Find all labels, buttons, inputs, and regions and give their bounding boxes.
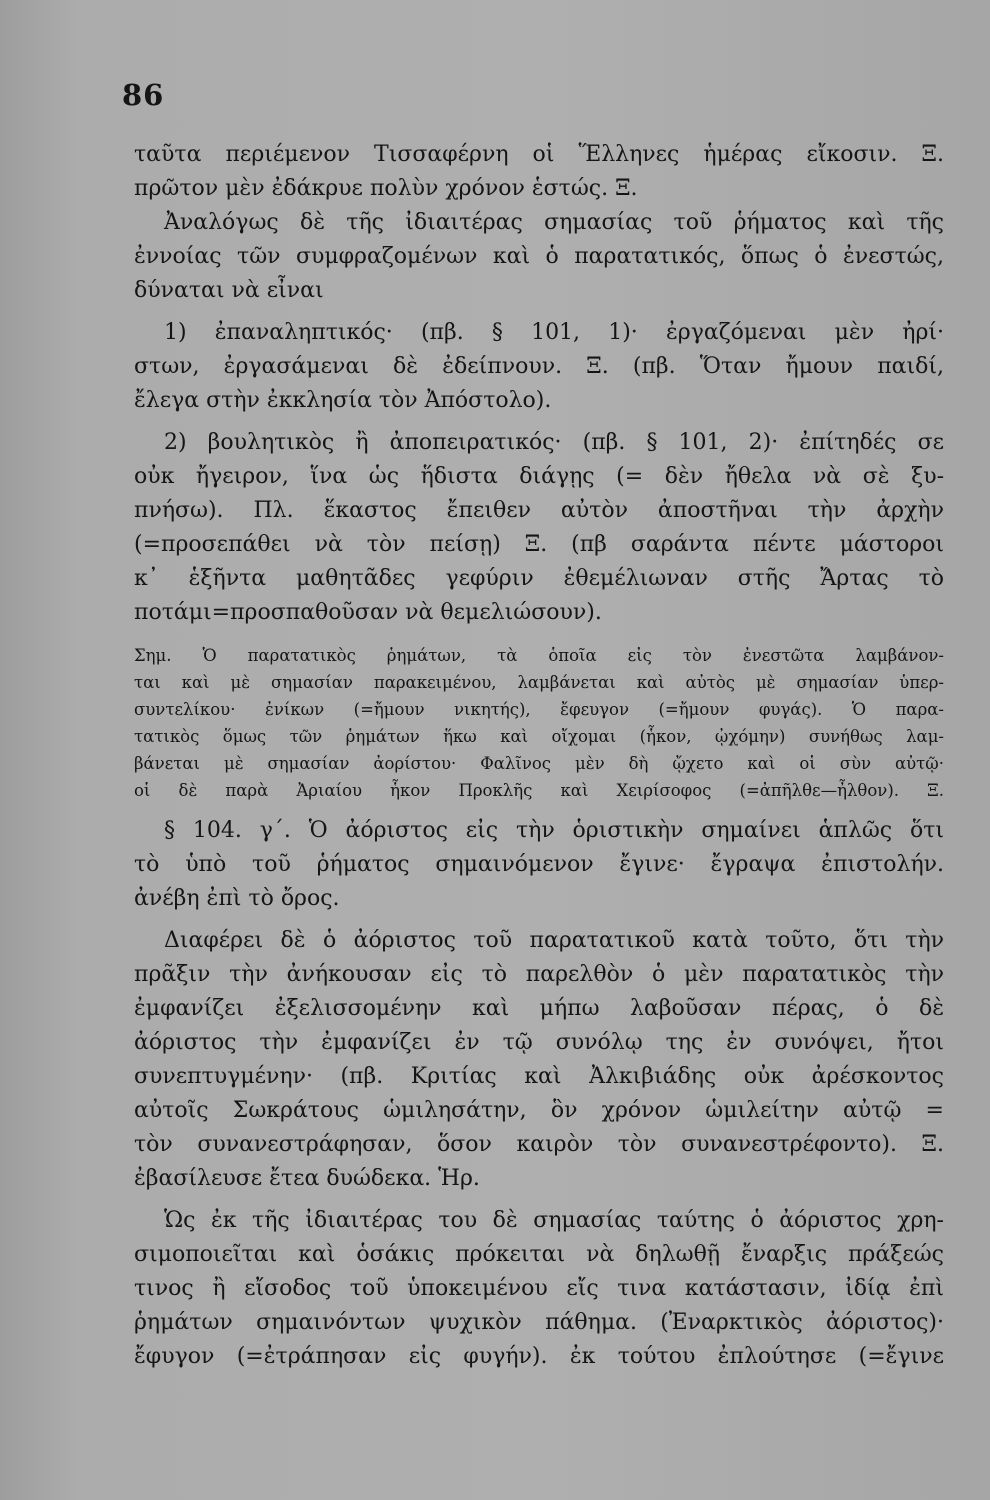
text-line: δύναται νὰ εἶναι [134,278,324,303]
text-line: ἀνέβη ἐπὶ τὸ ὄρος. [134,886,340,911]
text-line: πνήσω). Πλ. ἕκαστος ἔπειθεν αὐτὸν ἀποστῆναι τὴν ἀρχὴν [134,498,944,523]
text-line: πρῶτον μὲν ἐδάκρυε πολὺν χρόνον ἑστώς. Ξ. [134,176,638,201]
text-line: σιμοποιεῖται καὶ ὁσάκις πρόκειται νὰ δηλωθῇ ἔναρξις πράξεώς [134,1242,944,1267]
text-line: πρᾶξιν τὴν ἀνήκουσαν εἰς τὸ παρελθὸν ὁ μὲν παρατατικὸς τὴν [134,962,944,987]
text-line: οὐκ ἤγειρον, ἵνα ὡς ἥδιστα διάγῃς (= δὲν ἤθελα νὰ σὲ ξυ- [134,464,944,489]
page-number: 86 [122,78,165,112]
text-line: τινος ἢ εἴσοδος τοῦ ὑποκειμένου εἴς τινα κατάστασιν, ἰδίᾳ ἐπὶ [134,1276,944,1301]
text-line: τὸ ὑπὸ τοῦ ῥήματος σημαινόμενον ἔγινε· ἔγραψα ἐπιστολήν. [134,852,944,877]
note-line: βάνεται μὲ σημασίαν ἀορίστου· Φαλῖνος μὲν δὴ ᾤχετο καὶ οἱ σὺν αὐτῷ· [134,754,944,773]
text-line: ποτάμι=προσπαθοῦσαν νὰ θεμελιώσουν). [134,600,602,625]
text-line: 1) ἐπαναληπτικός· (πβ. § 101, 1)· ἐργαζόμεναι μὲν ἠρί· [164,320,944,345]
text-line: ἐβασίλευσε ἔτεα δυώδεκα. Ἡρ. [134,1166,480,1191]
note-line: τατικὸς ὅμως τῶν ῥημάτων ἥκω καὶ οἴχομαι (ἧκον, ᾠχόμην) συνήθως λαμ- [134,727,944,746]
text-line: ῥημάτων σημαινόντων ψυχικὸν πάθημα. (Ἐναρκτικὸς ἀόριστος)· [134,1310,944,1335]
text-line: ἔφυγον (=ἐτράπησαν εἰς φυγήν). ἐκ τούτου ἐπλούτησε (=ἔγινε [134,1344,944,1369]
text-line: ἔλεγα στὴν ἐκκλησία τὸν Ἀπόστολο). [134,388,552,413]
text-line: ἐμφανίζει ἐξελισσομένην καὶ μήπω λαβοῦσαν πέρας, ὁ δὲ [134,996,944,1021]
text-line: Ἀναλόγως δὲ τῆς ἰδιαιτέρας σημασίας τοῦ ῥήματος καὶ τῆς [164,210,944,235]
note-line: ται καὶ μὲ σημασίαν παρακειμένου, λαμβάνεται καὶ αὐτὸς μὲ σημασίαν ὑπερ- [134,673,944,692]
text-line: συνεπτυγμένην· (πβ. Κριτίας καὶ Ἀλκιβιάδης οὐκ ἀρέσκοντος [134,1064,944,1089]
note-line: οἱ δὲ παρὰ Ἀριαίου ἧκον Προκλῆς καὶ Χειρίσοφος (=ἀπῆλθε—ἦλθον). Ξ. [134,781,944,800]
text-line: ταῦτα περιέμενον Τισσαφέρνη οἱ Ἕλληνες ἡμέρας εἴκοσιν. Ξ. [134,142,944,167]
text-line: (=προσεπάθει νὰ τὸν πείσῃ) Ξ. (πβ σαράντα πέντε μάστοροι [134,532,944,557]
text-line: ἐννοίας τῶν συμφραζομένων καὶ ὁ παρατατικός, ὅπως ὁ ἐνεστώς, [134,244,944,269]
footnote [134,642,944,804]
text-line: στων, ἐργασάμεναι δὲ ἐδείπνουν. Ξ. (πβ. Ὅταν ἤμουν παιδί, [134,354,944,379]
section-heading-line: § 104. γ΄. Ὁ ἀόριστος εἰς τὴν ὁριστικὴν σημαίνει ἁπλῶς ὅτι [164,818,944,843]
note-line: συντελίκου· ἐνίκων (=ἤμουν νικητής), ἔφευγον (=ἤμουν φυγάς). Ὁ παρα- [134,700,944,719]
text-line: κ᾽ ἑξῆντα μαθητᾶδες γεφύριν ἐθεμέλιωναν στῆς Ἄρτας τὸ [134,566,944,591]
text-line: Ὡς ἐκ τῆς ἰδιαιτέρας του δὲ σημασίας ταύτης ὁ ἀόριστος χρη- [164,1208,944,1233]
text-line: τὸν συνανεστράφησαν, ὅσον καιρὸν τὸν συνανεστρέφοντο). Ξ. [134,1132,944,1157]
text-line: αὐτοῖς Σωκράτους ὡμιλησάτην, ὃν χρόνον ὡμιλείτην αὐτῷ = [134,1098,944,1123]
text-line: ἀόριστος τὴν ἐμφανίζει ἐν τῷ συνόλῳ της ἐν συνόψει, ἤτοι [134,1030,944,1055]
body-text [134,138,944,1374]
text-line: 2) βουλητικὸς ἢ ἀποπειρατικός· (πβ. § 101, 2)· ἐπίτηδές σε [164,430,944,455]
text-line: Διαφέρει δὲ ὁ ἀόριστος τοῦ παρατατικοῦ κατὰ τοῦτο, ὅτι τὴν [164,928,944,953]
note-line: Σημ. Ὁ παρατατικὸς ῥημάτων, τὰ ὁποῖα εἰς τὸν ἐνεστῶτα λαμβάνον- [134,646,944,665]
